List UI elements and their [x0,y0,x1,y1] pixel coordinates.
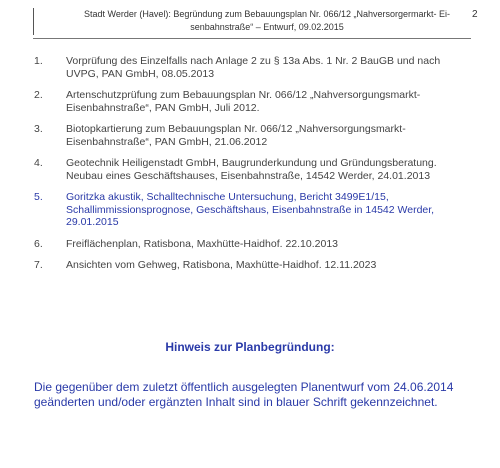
reference-number: 4. [34,157,43,169]
note-body: Die gegenüber dem zuletzt öffentlich ausgelegten Planentwurf vom 24.06.2014 geänderten und/oder ergänzten Inhalt sind in blauer Schrift gekennzeichnet. [34,380,454,409]
reference-text: Ansichten vom Gehweg, Ratisbona, Maxhütte-Haidhof. 12.11.2023 [66,259,377,271]
reference-text: Artenschutzprüfung zum Bebauungsplan Nr. 066/12 „Nahversorgungsmarkt- Eisenbahnstraße“, PAN GmbH, Juli 2012. [66,89,421,114]
page-number: 2 [472,9,478,20]
reference-item [34,259,474,272]
header-title-line-2: senbahnstraße“ – Entwurf, 09.02.2015 [190,22,344,32]
reference-item [34,157,474,182]
reference-text: Vorprüfung des Einzelfalls nach Anlage 2 zu § 13a Abs. 1 Nr. 2 BauGB und nach UVPG, PAN GmbH, 08.05.2013 [66,55,441,80]
reference-number: 6. [34,237,43,250]
reference-number: 3. [34,123,43,135]
reference-text: Freiflächenplan, Ratisbona, Maxhütte-Haidhof. 22.10.2013 [66,237,339,250]
reference-number: 1. [34,55,43,67]
reference-item [34,55,474,80]
note-heading: Hinweis zur Planbegründung: [165,340,335,354]
reference-item-highlighted [34,191,474,229]
reference-number: 2. [34,89,43,101]
reference-item [34,89,474,114]
reference-number: 5. [34,191,43,203]
header-divider [33,38,471,39]
reference-text: Goritzka akustik, Schalltechnische Untersuchung, Bericht 3499E1/15, Schallimmissionsprognose, Geschäftshaus, Eisenbahnstraße in 14542 Werder, 29.01.2015 [66,191,435,228]
reference-list [34,55,474,272]
header-title-line-1: Stadt Werder (Havel): Begründung zum Bebauungsplan Nr. 066/12 „Nahversorgermarkt- Ei- [83,9,450,19]
reference-item [34,238,474,251]
margin-line [33,8,34,35]
reference-text: Biotopkartierung zum Bebauungsplan Nr. 066/12 „Nahversorgungsmarkt-Eisenbahnstraße“, PAN GmbH, 21.06.2012 [66,123,406,148]
reference-text: Geotechnik Heiligenstadt GmbH, Baugrunderkundung und Gründungsberatung. Neubau eines Geschäftshauses, Eisenbahnstraße, 14542 Werder, 24.01.2013 [66,157,437,182]
page-header [72,8,462,34]
reference-number: 7. [34,259,43,271]
reference-item [34,123,474,148]
